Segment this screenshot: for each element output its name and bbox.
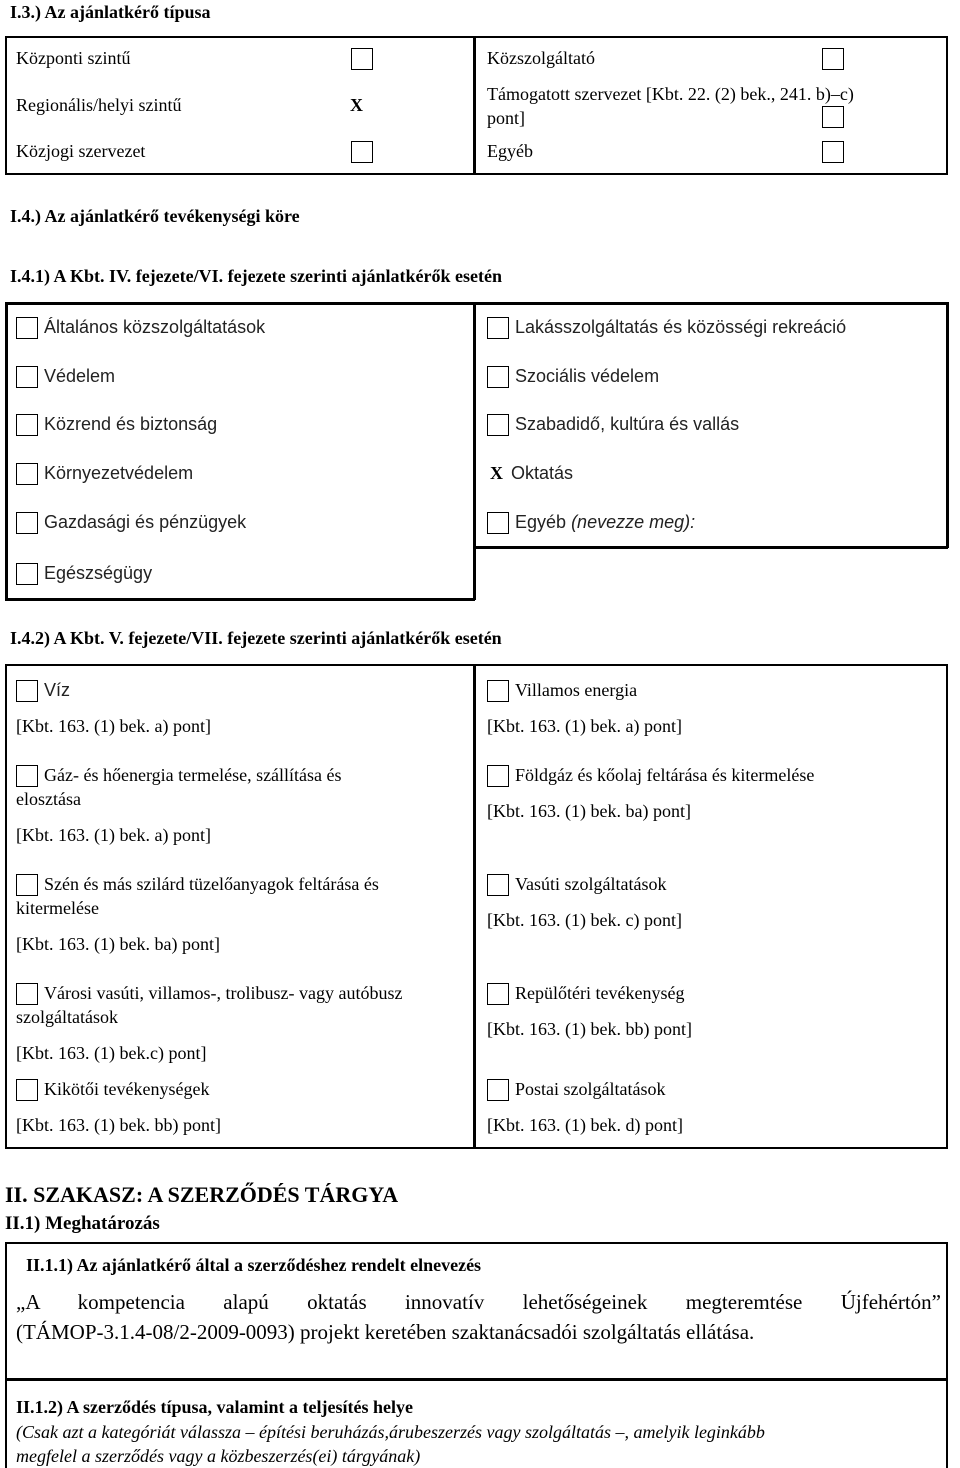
utility-airport: Repülőtéri tevékenység — [515, 983, 685, 1003]
contract-subject-divider — [5, 1378, 948, 1381]
utility-electricity-ref: [Kbt. 163. (1) bek. a) pont] — [487, 716, 682, 736]
contract-title-line1: „A kompetencia alapú oktatás innovatív lehetőségeinek megteremtése Újfehértón” — [16, 1290, 941, 1314]
activity-education: Oktatás — [511, 463, 574, 483]
utility-airport-ref: [Kbt. 163. (1) bek. bb) pont] — [487, 1019, 692, 1039]
question-ii11: II.1.1) Az ajánlatkérő által a szerződéshez rendelt elnevezés — [26, 1255, 482, 1275]
box-middle-border — [473, 302, 476, 600]
utility-ports-ref: [Kbt. 163. (1) bek. bb) pont] — [16, 1115, 221, 1135]
checkbox-public-law[interactable] — [351, 141, 373, 163]
utility-gas-heat: Gáz- és hőenergia termelése, szállítása és — [44, 765, 342, 785]
question-ii12: II.1.2) A szerződés típusa, valamint a teljesítés helye — [16, 1397, 413, 1417]
utility-table-divider — [473, 664, 476, 1149]
box-right-border — [946, 302, 949, 548]
checkbox-general-public-services[interactable] — [16, 317, 38, 339]
box-right-bottom-border — [473, 546, 948, 549]
checkbox-postal[interactable] — [487, 1079, 509, 1101]
question-ii12-note-2: megfelel a szerződés vagy a közbeszerzés(ei) tárgyának) — [16, 1446, 421, 1466]
checkbox-urban-transport[interactable] — [16, 983, 38, 1005]
checkbox-ports[interactable] — [16, 1079, 38, 1101]
utility-railway-ref: [Kbt. 163. (1) bek. c) pont] — [487, 910, 682, 930]
utility-gas-oil-ref: [Kbt. 163. (1) bek. ba) pont] — [487, 801, 691, 821]
checkbox-gas-heat[interactable] — [16, 765, 38, 787]
section-heading-ii: II. SZAKASZ: A SZERZŐDÉS TÁRGYA — [5, 1182, 399, 1207]
utility-postal: Postai szolgáltatások — [515, 1079, 666, 1099]
section-heading-ii1: II.1) Meghatározás — [5, 1213, 160, 1234]
utility-railway: Vasúti szolgáltatások — [515, 874, 667, 894]
utility-gas-heat-ref: [Kbt. 163. (1) bek. a) pont] — [16, 825, 211, 845]
checkbox-defence[interactable] — [16, 366, 38, 388]
activity-social-protection: Szociális védelem — [515, 366, 660, 386]
activity-other: Egyéb (nevezze meg): — [515, 512, 696, 532]
checkbox-housing[interactable] — [487, 317, 509, 339]
type-label-other: Egyéb — [487, 141, 533, 161]
checkbox-supported-org[interactable] — [822, 106, 844, 128]
checkbox-railway[interactable] — [487, 874, 509, 896]
section-heading-i41: I.4.1) A Kbt. IV. fejezete/VI. fejezete szerinti ajánlatkérők esetén — [10, 266, 503, 286]
utility-urban-transport-ref: [Kbt. 163. (1) bek.c) pont] — [16, 1043, 207, 1063]
checkbox-central[interactable] — [351, 48, 373, 70]
activity-public-order: Közrend és biztonság — [44, 414, 218, 434]
checkbox-coal[interactable] — [16, 874, 38, 896]
section-heading-i4: I.4.) Az ajánlatkérő tevékenységi köre — [10, 206, 300, 226]
checkbox-recreation[interactable] — [487, 414, 509, 436]
checkbox-electricity[interactable] — [487, 680, 509, 702]
activity-health: Egészségügy — [44, 563, 153, 583]
contract-title-line2: (TÁMOP-3.1.4-08/2-2009-0093) projekt keretében szaktanácsadói szolgáltatás ellátása. — [16, 1320, 755, 1344]
checkbox-economic-affairs[interactable] — [16, 512, 38, 534]
utility-water: Víz — [44, 680, 71, 700]
checkbox-public-service[interactable] — [822, 48, 844, 70]
utility-ports: Kikötői tevékenységek — [44, 1079, 210, 1099]
type-label-public-service: Közszolgáltató — [487, 48, 595, 68]
checkbox-regional-checked[interactable]: X — [350, 95, 363, 115]
type-label-supported-org: Támogatott szervezet [Kbt. 22. (2) bek., 241. b)–c) pont] — [487, 84, 854, 128]
box-left-bottom-border — [5, 598, 475, 601]
utility-postal-ref: [Kbt. 163. (1) bek. d) pont] — [487, 1115, 683, 1135]
utility-urban-transport-cont: szolgáltatások — [16, 1007, 118, 1027]
utility-water-ref: [Kbt. 163. (1) bek. a) pont] — [16, 716, 211, 736]
checkbox-gas-oil[interactable] — [487, 765, 509, 787]
checkbox-environment[interactable] — [16, 463, 38, 485]
activity-general-public-services: Általános közszolgáltatások — [44, 317, 266, 337]
utility-gas-oil: Földgáz és kőolaj feltárása és kitermelése — [515, 765, 815, 785]
activity-economic-affairs: Gazdasági és pénzügyek — [44, 512, 247, 532]
section-heading-i42: I.4.2) A Kbt. V. fejezete/VII. fejezete szerinti ajánlatkérők esetén — [10, 628, 502, 648]
activity-recreation: Szabadidő, kultúra és vallás — [515, 414, 740, 434]
checkbox-airport[interactable] — [487, 983, 509, 1005]
box-top-border — [5, 302, 948, 305]
table-divider — [473, 36, 476, 175]
checkbox-other-activity[interactable] — [487, 512, 509, 534]
utility-electricity: Villamos energia — [515, 680, 638, 700]
checkbox-other[interactable] — [822, 141, 844, 163]
box-left-border — [5, 302, 8, 600]
section-heading-i3: I.3.) Az ajánlatkérő típusa — [10, 2, 211, 22]
checkbox-social-protection[interactable] — [487, 366, 509, 388]
utility-gas-heat-cont: elosztása — [16, 789, 81, 809]
utility-urban-transport: Városi vasúti, villamos-, trolibusz- vagy autóbusz — [44, 983, 403, 1003]
type-label-central: Központi szintű — [16, 48, 131, 68]
activity-defence: Védelem — [44, 366, 116, 386]
activity-housing: Lakásszolgáltatás és közösségi rekreáció — [515, 317, 847, 337]
checkbox-public-order[interactable] — [16, 414, 38, 436]
utility-coal: Szén és más szilárd tüzelőanyagok feltárása és — [44, 874, 379, 894]
checkbox-water[interactable] — [16, 680, 38, 702]
activity-environment: Környezetvédelem — [44, 463, 194, 483]
checkbox-health[interactable] — [16, 563, 38, 585]
type-label-regional: Regionális/helyi szintű — [16, 95, 182, 115]
utility-coal-cont: kitermelése — [16, 898, 99, 918]
utility-coal-ref: [Kbt. 163. (1) bek. ba) pont] — [16, 934, 220, 954]
checkbox-education-checked[interactable]: X — [490, 463, 503, 483]
question-ii12-note-1: (Csak azt a kategóriát válassza – építési beruházás,árubeszerzés vagy szolgáltatás –, amelyik leginkább — [16, 1422, 765, 1442]
type-label-public-law: Közjogi szervezet — [16, 141, 146, 161]
